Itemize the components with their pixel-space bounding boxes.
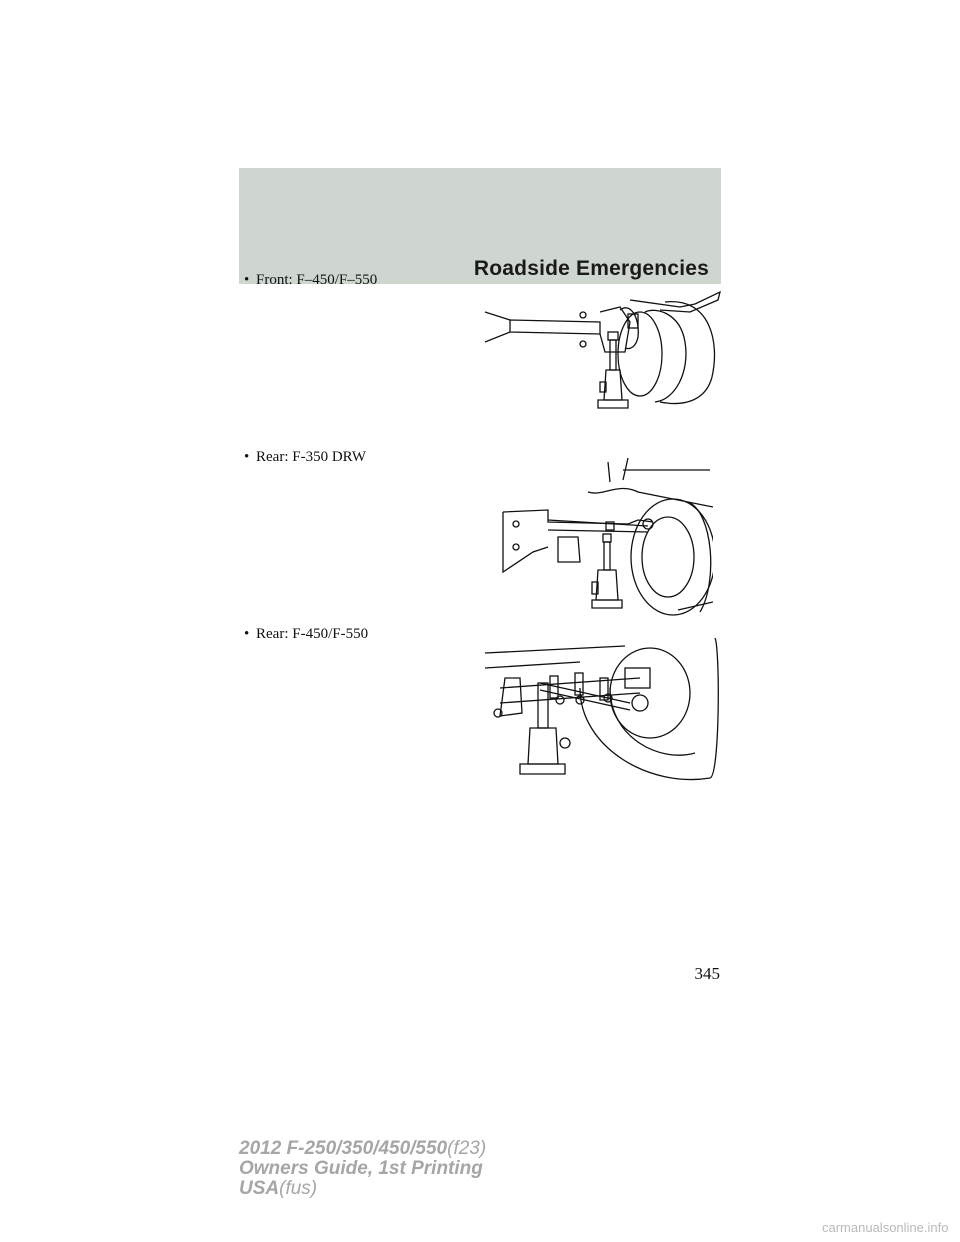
bullet-item-rear-f450-f550 (244, 626, 368, 643)
bullet-dot: • (244, 626, 250, 642)
bullet-dot: • (244, 449, 250, 465)
footer-model-code: (f23) (447, 1138, 487, 1159)
section-title: Roadside Emergencies (473, 257, 709, 280)
footer-line-1 (239, 1139, 486, 1159)
bullet-label: Rear: F-450/F-550 (256, 626, 369, 642)
front-jack-illustration (480, 282, 725, 412)
bullet-label: Rear: F-350 DRW (256, 449, 366, 465)
bullet-dot: • (244, 272, 250, 288)
site-watermark: carmanualsonline.info (822, 1220, 949, 1235)
footer-model: 2012 F-250/350/450/550 (239, 1138, 448, 1159)
footer-region-code: (fus) (279, 1178, 318, 1199)
rear-drw-jack-illustration (488, 452, 713, 616)
bullet-label: Front: F–450/F–550 (256, 272, 378, 288)
footer-line-3 (239, 1179, 486, 1199)
bullet-item-front-f450-f550 (244, 272, 377, 289)
footer-line-2: Owners Guide, 1st Printing (239, 1158, 483, 1179)
bullet-item-rear-f350-drw (244, 449, 366, 466)
footer-region: USA (239, 1178, 280, 1199)
section-header-band (239, 168, 721, 284)
page-number: 345 (694, 964, 720, 983)
rear-f450-jack-illustration (480, 628, 725, 788)
document-footer (239, 1139, 486, 1199)
